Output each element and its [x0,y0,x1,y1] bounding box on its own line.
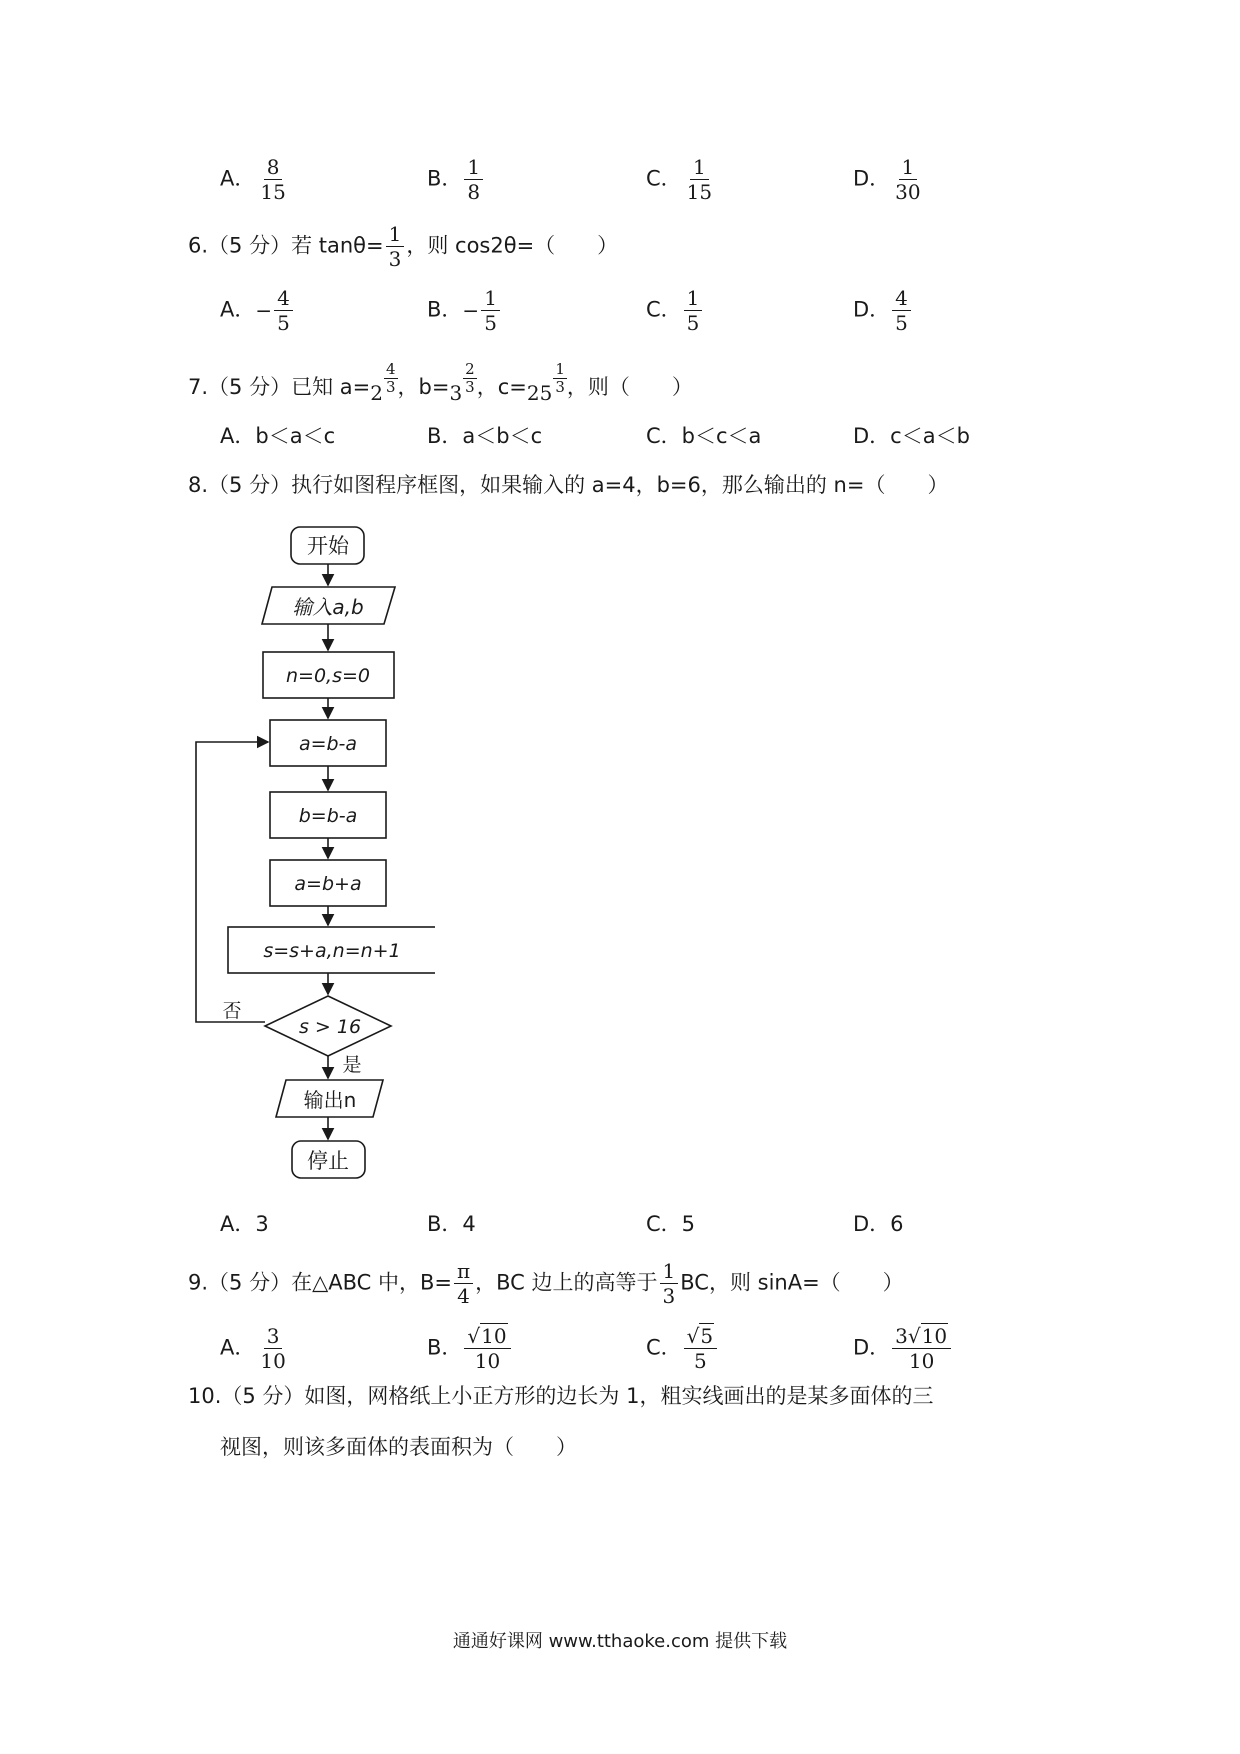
q5-option-d: D． $\frac{1}{30}$ [853,155,921,204]
page-footer: 通通好课网 www.tthaoke.com 提供下载 [452,1631,788,1652]
q7-option-a: A．b＜a＜c [220,424,336,448]
q6-option-c: C． $\frac{1}{5}$ [646,286,704,335]
q7-option-d: D．c＜a＜b [853,424,970,448]
q8-option-c: C．5 [646,1212,696,1236]
q9-option-c: C． $\frac{√5}{5}$ [646,1324,719,1373]
q9-option-a: A． $\frac{3}{10}$ [220,1324,286,1373]
q7-stem: 7.（5 分）已知 a=2 $\frac{4}{3}$ ，b=3 $\frac{2}{3}$ ，c=25 $\frac{1}{3}$ ，则（ ） [188,360,693,405]
q10-stem-line1: 10.（5 分）如图，网格纸上小正方形的边长为 1，粗实线画出的是某多面体的三 [188,1384,934,1408]
flow-decision-label: s > 16 [298,1016,362,1038]
q9-option-d: D． $\frac{3√10}{10}$ [853,1324,953,1373]
q7-option-c: C．b＜c＜a [646,424,762,448]
q9-stem: 9.（5 分）在△ABC 中，B= $\frac{\pi}{4}$ ，BC 边上的高等于 $\frac{1}{3}$ BC，则 sinA=（ ） [188,1259,904,1308]
q5-option-b: B． $\frac{1}{8}$ [427,155,485,204]
flow-step4-label: s=s+a,n=n+1 [263,940,401,962]
flow-step2-label: b=b-a [298,805,358,827]
q8-option-d: D．6 [853,1212,904,1236]
q8-stem: 8.（5 分）执行如图程序框图，如果输入的 a=4，b=6，那么输出的 n=（ ） [188,473,949,497]
q6-option-b: B．− $\frac{1}{5}$ [427,286,502,335]
q9-option-b: B． $\frac{√10}{10}$ [427,1324,513,1373]
flow-start-label: 开始 [307,534,349,558]
flow-input-label: 输入a,b [292,595,364,619]
q6-stem: 6.（5 分）若 tanθ= $\frac{1}{3}$ ，则 cos2θ=（ ） [188,222,619,271]
flow-step3-label: a=b+a [294,873,362,895]
flow-output-label: 输出n [303,1088,357,1112]
q5-option-c: C． $\frac{1}{15}$ [646,155,713,204]
q8-flowchart [185,520,435,1180]
flow-yes-label: 是 [342,1054,362,1076]
flow-no-label: 否 [222,1000,242,1022]
flow-init-label: n=0,s=0 [286,665,370,687]
flow-step1-label: a=b-a [298,733,358,755]
flow-stop-label: 停止 [307,1149,349,1173]
q6-option-a: A．− $\frac{4}{5}$ [220,286,295,335]
q10-stem-line2: 视图，则该多面体的表面积为（ ） [220,1435,577,1459]
q6-option-d: D． $\frac{4}{5}$ [853,286,913,335]
q7-option-b: B．a＜b＜c [427,424,543,448]
q8-option-b: B．4 [427,1212,476,1236]
q5-option-a: A． $\frac{8}{15}$ [220,155,286,204]
q8-option-a: A．3 [220,1212,269,1236]
